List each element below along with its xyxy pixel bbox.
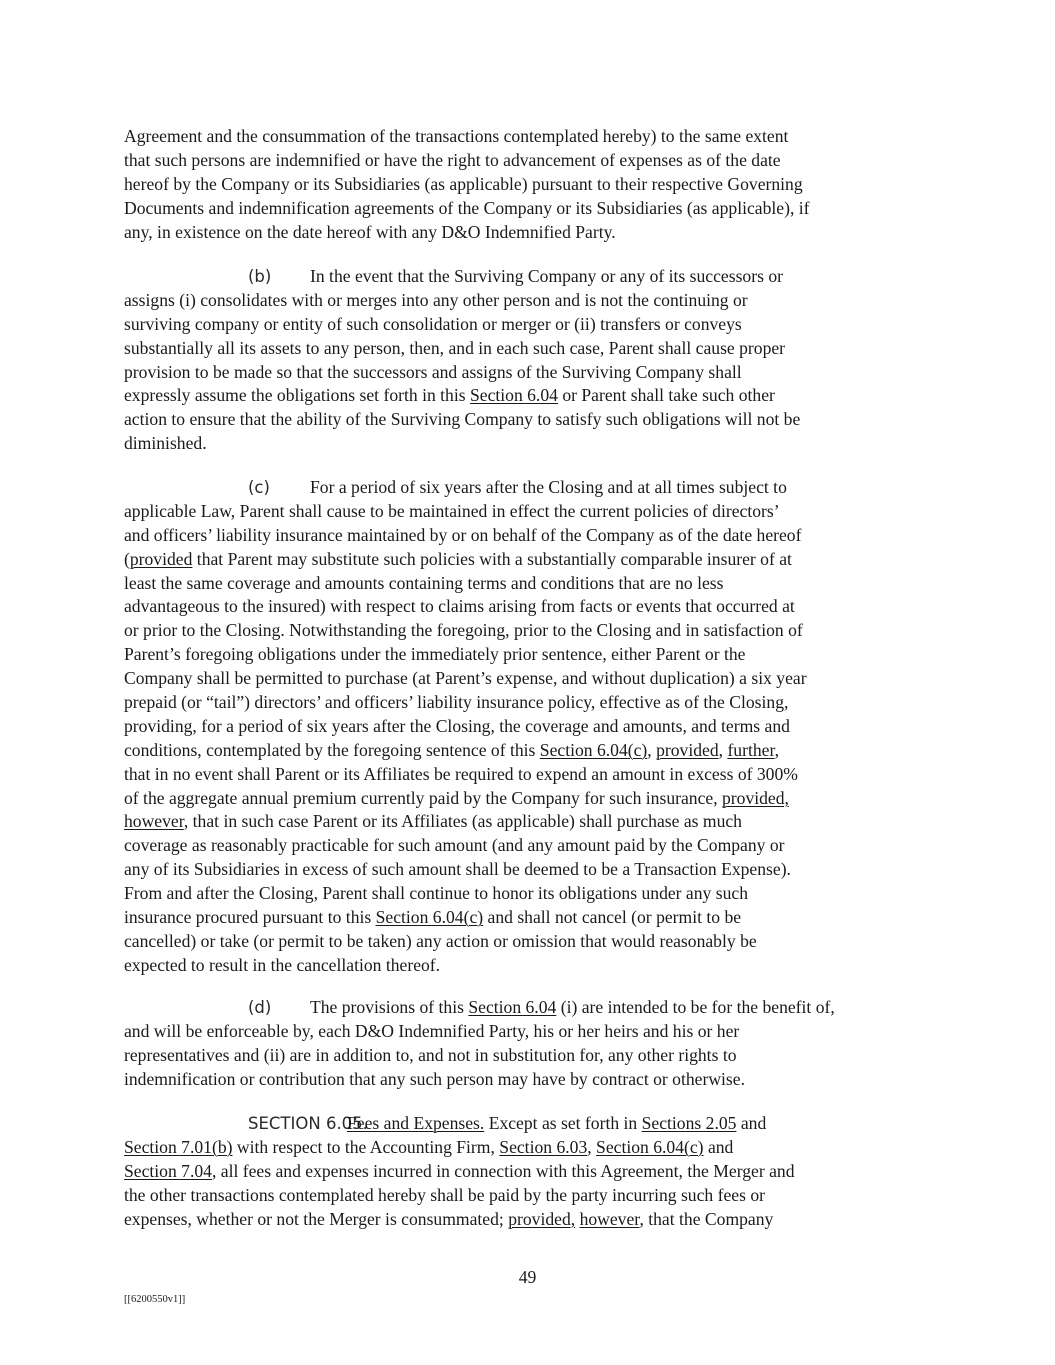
text-line: Documents and indemnification agreements of the Company or its Subsidiaries (as applicable), if xyxy=(124,197,810,218)
text-line: From and after the Closing, Parent shall continue to honor its obligations under any such xyxy=(124,883,748,904)
text-line: SECTION 6.05.Fees and Expenses. Except as set forth in Sections 2.05 and xyxy=(124,1112,936,1136)
text-line: surviving company or entity of such consolidation or merger or (ii) transfers or conveys xyxy=(124,313,742,334)
text-line: (provided that Parent may substitute such policies with a substantially comparable insurer of at xyxy=(124,548,792,569)
text-line: insurance procured pursuant to this Section 6.04(c) and shall not cancel (or permit to be xyxy=(124,907,742,928)
text-line: or prior to the Closing. Notwithstanding the foregoing, prior to the Closing and in satisfaction of xyxy=(124,620,803,641)
text-line: Section 7.04, all fees and expenses incurred in connection with this Agreement, the Merger and xyxy=(124,1160,795,1181)
text-line: indemnification or contribution that any such person may have by contract or otherwise. xyxy=(124,1068,745,1089)
section-reference: Section 6.04(c) xyxy=(539,739,648,760)
defined-term: provided, xyxy=(722,787,789,808)
section-reference: Section 6.04 xyxy=(468,997,557,1017)
text-line: representatives and (ii) are in addition to, and not in substitution for, any other rights to xyxy=(124,1044,737,1065)
defined-term: provided, xyxy=(508,1208,576,1229)
page-number: 49 xyxy=(518,1267,537,1287)
section-reference: Sections 2.05 xyxy=(641,1113,737,1133)
text-line: assigns (i) consolidates with or merges into any other person and is not the continuing or xyxy=(124,289,748,310)
text-line: and officers’ liability insurance maintained by or on behalf of the Company as of the date hereof xyxy=(124,524,802,545)
document-id: [[6200550v1]] xyxy=(124,1294,186,1305)
text-line: prepaid (or “tail”) directors’ and officers’ liability insurance policy, effective as of the Closing, xyxy=(124,692,789,713)
paragraph-label: (d) xyxy=(248,998,272,1017)
text-line: of the aggregate annual premium currently paid by the Company for such insurance, provided, xyxy=(124,787,789,808)
text-line: hereof by the Company or its Subsidiaries (as applicable) pursuant to their respective Governing xyxy=(124,173,803,194)
text-line: coverage as reasonably practicable for such amount (and any amount paid by the Company or xyxy=(124,835,785,856)
text-line: however, that in such case Parent or its Affiliates (as applicable) shall purchase as much xyxy=(124,811,742,832)
text-line: applicable Law, Parent shall cause to be maintained in effect the current policies of directors’ xyxy=(124,500,780,521)
defined-term: however xyxy=(124,811,184,832)
section-label: SECTION 6.05. xyxy=(248,1114,368,1133)
text-line: substantially all its assets to any person, then, and in each such case, Parent shall cause proper xyxy=(124,337,786,358)
text-line: expressly assume the obligations set forth in this Section 6.04 or Parent shall take such other xyxy=(124,385,775,406)
text-line: expected to result in the cancellation thereof. xyxy=(124,954,441,975)
text-line: that such persons are indemnified or have the right to advancement of expenses as of the date xyxy=(124,149,781,170)
text-line: conditions, contemplated by the foregoing sentence of this Section 6.04(c), provided, further, xyxy=(124,739,780,760)
paragraph-label: (c) xyxy=(248,478,270,497)
defined-term: further xyxy=(727,739,775,760)
section-reference: Section 6.04(c) xyxy=(596,1136,704,1157)
paragraph-b xyxy=(124,265,936,456)
text-line: diminished. xyxy=(124,433,207,454)
text-line: providing, for a period of six years after the Closing, the coverage and amounts, and terms and xyxy=(124,715,790,736)
text-line: any of its Subsidiaries in excess of such amount shall be deemed to be a Transaction Expense). xyxy=(124,859,791,880)
section-reference: Section 6.04 xyxy=(469,385,558,406)
defined-term: however xyxy=(579,1208,640,1229)
text-line: Agreement and the consummation of the transactions contemplated hereby) to the same extent xyxy=(124,126,789,146)
section-reference: Section 7.04 xyxy=(124,1160,212,1181)
defined-term: provided xyxy=(656,739,719,760)
text-line: expenses, whether or not the Merger is consummated; provided, however, that the Company xyxy=(124,1208,774,1229)
text-line: provision to be made so that the successors and assigns of the Surviving Company shall xyxy=(124,361,742,382)
text-line: advantageous to the insured) with respect to claims arising from facts or events that occurred at xyxy=(124,596,795,617)
section-reference: Section 6.03 xyxy=(499,1136,588,1157)
text-line: (d) The provisions of this Section 6.04 (i) are intended to be for the benefit of, xyxy=(124,996,936,1020)
text-line: the other transactions contemplated hereby shall be paid by the party incurring such fees or xyxy=(124,1184,765,1205)
text-line: action to ensure that the ability of the Surviving Company to satisfy such obligations will not be xyxy=(124,409,801,430)
paragraph-label: (b) xyxy=(248,267,272,286)
text-line: Parent’s foregoing obligations under the immediately prior sentence, either Parent or the xyxy=(124,644,746,665)
paragraph-a-continuation xyxy=(124,125,936,244)
text-line: least the same coverage and amounts containing terms and conditions that are no less xyxy=(124,572,724,593)
paragraph-c xyxy=(124,476,936,978)
text-line: Company shall be permitted to purchase (at Parent’s expense, and without duplication) a six year xyxy=(124,668,807,689)
section-reference: Section 6.04(c) xyxy=(375,907,484,928)
paragraph-d xyxy=(124,996,936,1092)
section-heading: Fees and Expenses. xyxy=(347,1113,485,1133)
text-line: that in no event shall Parent or its Affiliates be required to expend an amount in excess of 300% xyxy=(124,763,798,784)
text-line: any, in existence on the date hereof with any D&O Indemnified Party. xyxy=(124,221,616,242)
section-6-05 xyxy=(124,1112,936,1231)
text-line: (b) In the event that the Surviving Company or any of its successors or xyxy=(124,265,936,289)
text-line: (c) For a period of six years after the Closing and at all times subject to xyxy=(124,476,936,500)
text-line: cancelled) or take (or permit to be taken) any action or omission that would reasonably be xyxy=(124,930,757,951)
text-line: Section 7.01(b) with respect to the Accounting Firm, Section 6.03, Section 6.04(c) and xyxy=(124,1136,734,1157)
section-reference: Section 7.01(b) xyxy=(124,1136,233,1157)
defined-term: provided xyxy=(129,548,193,569)
text-line: and will be enforceable by, each D&O Indemnified Party, his or her heirs and his or her xyxy=(124,1020,740,1041)
